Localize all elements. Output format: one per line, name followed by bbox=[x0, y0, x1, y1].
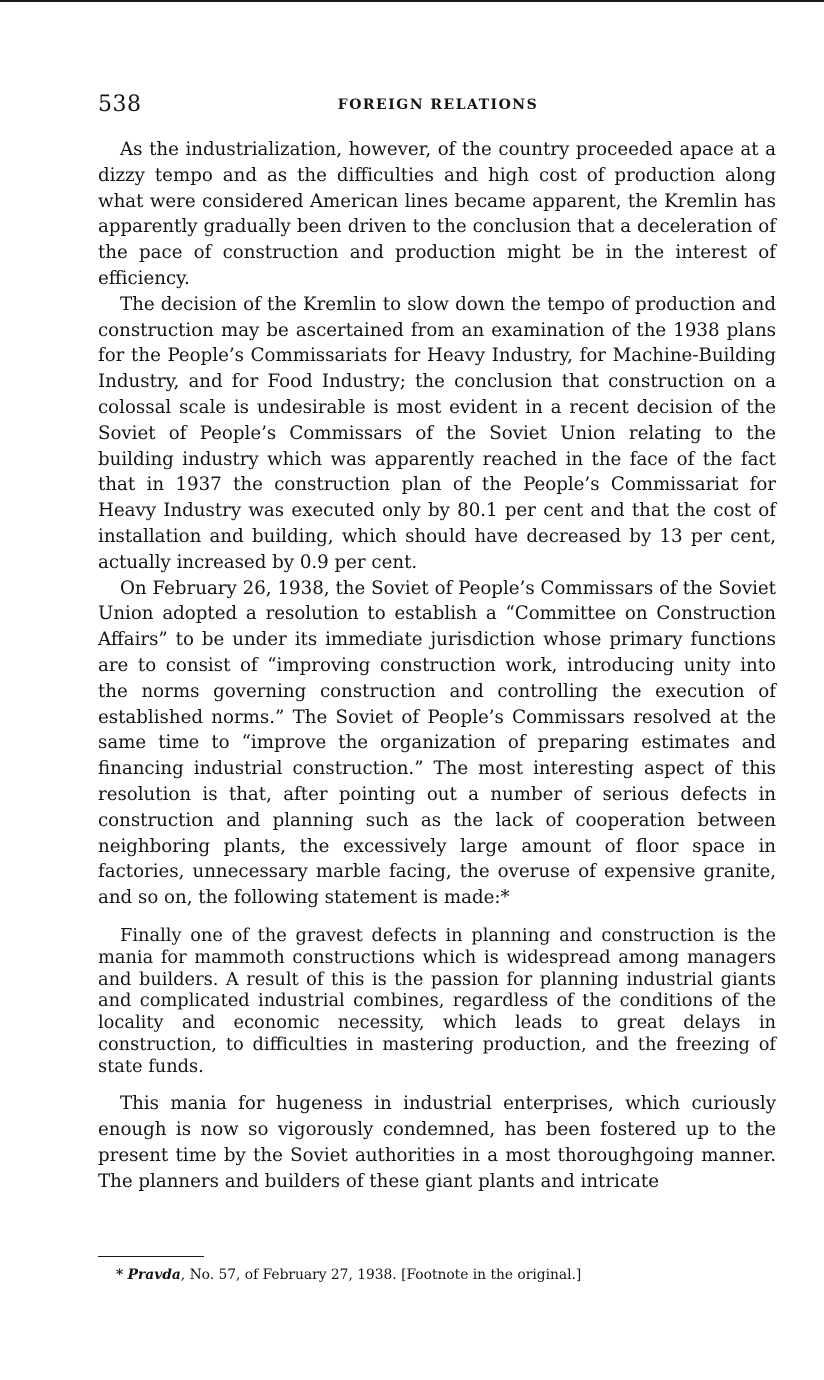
paragraph-resolution: On February 26, 1938, the Soviet of People’s Commissars of the Soviet Union adopted a resolution to establish a “Committee on Construction Affairs” to be under its immediate jurisdiction whose primary functions are to consist of “improving construction work, introducing unity into the norms governing construction and controlling the execution of established norms.” The Soviet of People’s Commissars resolved at the same time to “improve the organization of preparing estimates and financing industrial construction.” The most interesting aspect of this resolution is that, after pointing out a number of serious defects in construction and planning such as the lack of cooperation between neighboring plants, the excessively large amount of floor space in factories, unnecessary marble facing, the overuse of expensive granite, and so on, the following statement is made:* bbox=[98, 577, 776, 909]
paragraph-kremlin-decision: The decision of the Kremlin to slow down the tempo of production and construction may be ascertained from an examination of the 1938 plans for the People’s Commissariats for Heavy Industry, for Machine-Building Industry, and for Food Industry; the conclusion that construction on a colossal scale is undesirable is most evident in a recent decision of the Soviet of People’s Commissars of the Soviet Union relating to the building industry which was apparently reached in the face of the fact that in 1937 the construction plan of the People’s Commissariat for Heavy Industry was executed only by 80.1 per cent and that the cost of installation and building, which should have decreased by 13 per cent, actually increased by 0.9 per cent. bbox=[98, 293, 776, 573]
paragraph-industrialization: As the industrialization, however, of the country proceeded apace at a dizzy tempo and as the difficulties and high cost of production along what were considered American lines became apparent, the Kremlin has apparently gradually been driven to the conclusion that a deceleration of the pace of construction and production might be in the interest of efficiency. bbox=[98, 139, 776, 289]
running-head bbox=[98, 92, 778, 122]
block-quote: Finally one of the gravest defects in planning and construction is the mania for mammoth constructions which is widespread among managers and builders. A result of this is the passion for planning industrial giants and complicated industrial combines, regardless of the conditions of the locality and economic necessity, which leads to great delays in construction, to difficulties in mastering production, and the freezing of state funds. bbox=[98, 924, 776, 1077]
footnote-marker: * bbox=[116, 1267, 124, 1283]
body-text bbox=[98, 137, 776, 1195]
footnote-rule bbox=[98, 1256, 204, 1257]
top-border-rule bbox=[0, 0, 824, 2]
footnote bbox=[98, 1265, 776, 1285]
running-title: FOREIGN RELATIONS bbox=[337, 97, 539, 113]
footnote-source: Pravda bbox=[127, 1267, 181, 1283]
page-number: 538 bbox=[98, 92, 142, 117]
paragraph-hugeness: This mania for hugeness in industrial enterprises, which curiously enough is now so vigorously condemned, has been fostered up to the present time by the Soviet authorities in a most thoroughgoing manner. The planners and builders of these giant plants and intricate bbox=[98, 1093, 776, 1192]
footnote-text: , No. 57, of February 27, 1938. [Footnote in the original.] bbox=[180, 1267, 582, 1283]
